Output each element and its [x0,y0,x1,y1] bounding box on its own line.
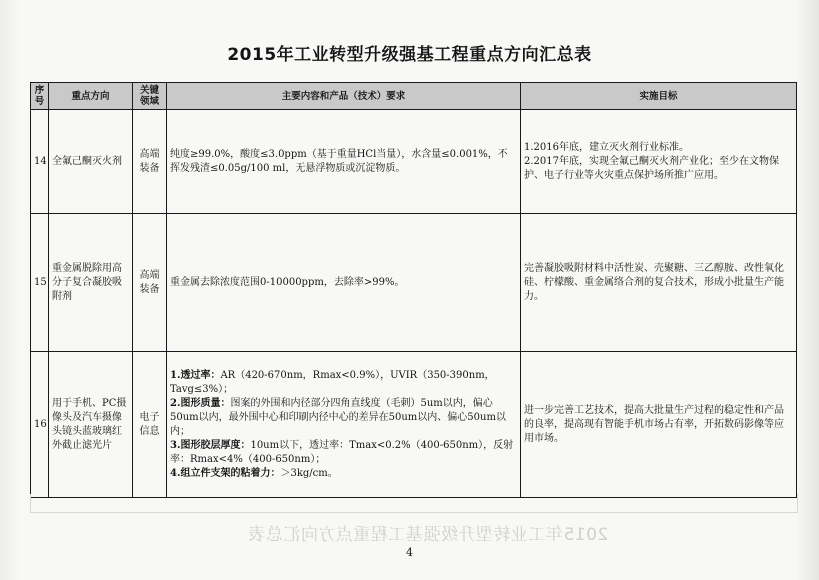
requirement-item [170,397,517,439]
goal-item: 进一步完善工艺技术，提高大批量生产过程的稳定性和产品的良率，提高现有智能手机市场占有率，开拓数码影像等应用市场。 [524,404,784,444]
requirement-label: 1.透过率： [170,369,221,381]
requirement-text: ＞3kg/cm。 [280,467,338,479]
requirement-label: 2.图形质量： [170,397,231,409]
row-requirements [167,214,521,352]
requirement-label: 4.组立件支架的粘着力： [170,467,281,479]
row-index: 14 [31,110,49,214]
goal-item: 2.2017年底，实现全氟己酮灭火剂产业化；至少在文物保护、电子行业等火灾重点保护场所推广应用。 [524,155,779,181]
summary-table [30,82,797,498]
header-index: 序号 [31,83,49,110]
row-field: 高端装备 [133,214,167,352]
requirement-text: 重金属去除浓度范围0-10000ppm，去除率>99%。 [170,276,405,288]
requirement-item [170,369,517,397]
requirement-text: 10um以下，透过率：Tmax<0.2%（400-650nm），反射率：Rmax<4%（400-650nm）； [170,439,514,465]
requirement-label: 3.图形胶层厚度： [170,439,251,451]
bleed-through-title: 2015年工业转型升级强基工程重点方向汇总表 [248,525,609,545]
table-row [31,214,797,352]
requirement-text: AR（420-670nm，Rmax<0.9%），UVIR（350-390nm，Tavg≤3%）； [170,369,495,395]
goal-item: 1.2016年底，建立灭火剂行业标准。 [524,141,689,153]
row-direction: 重金属脱除用高分子复合凝胶吸附剂 [49,214,133,352]
header-field: 关键领域 [133,83,167,110]
row-direction: 全氟己酮灭火剂 [49,110,133,214]
document-title: 2015年工业转型升级强基工程重点方向汇总表 [227,45,592,65]
table-row [31,110,797,214]
row-field: 高端装备 [133,110,167,214]
page-number: 4 [406,546,413,559]
row-goals [521,214,797,352]
header-direction: 重点方向 [49,83,133,110]
requirement-item [170,467,517,481]
goal-item: 完善凝胶吸附材料中活性炭、壳聚糖、三乙醇胺、改性氧化硅、柠檬酸、重金属络合剂的复合技术，形成小批量生产能力。 [524,262,784,302]
row-field: 电子信息 [133,352,167,498]
row-requirements [167,110,521,214]
header-goals: 实施目标 [521,83,797,110]
table-row [31,352,797,498]
row-index: 15 [31,214,49,352]
row-direction: 用于手机、PC摄像头及汽车摄像头镜头蓝玻璃红外截止滤光片 [49,352,133,498]
requirement-item [170,439,517,467]
requirement-text: 纯度≥99.0%，酸度≤3.0ppm（基于重量HCl当量），水含量≤0.001%，不挥发残渣≤0.05g/100 ml，无悬浮物质或沉淀物质。 [170,148,508,174]
row-goals [521,352,797,498]
row-requirements [167,352,521,498]
bleed-through-table-edge [30,494,798,513]
header-requirements: 主要内容和产品（技术）要求 [167,83,521,110]
row-index: 16 [31,352,49,498]
row-goals [521,110,797,214]
requirement-text: 图案的外围和内径部分四角直线度（毛刺）5um以内，偏心50um以内，最外围中心和印刷内径中心的差异在50um以内、偏心50um以内； [170,397,506,437]
